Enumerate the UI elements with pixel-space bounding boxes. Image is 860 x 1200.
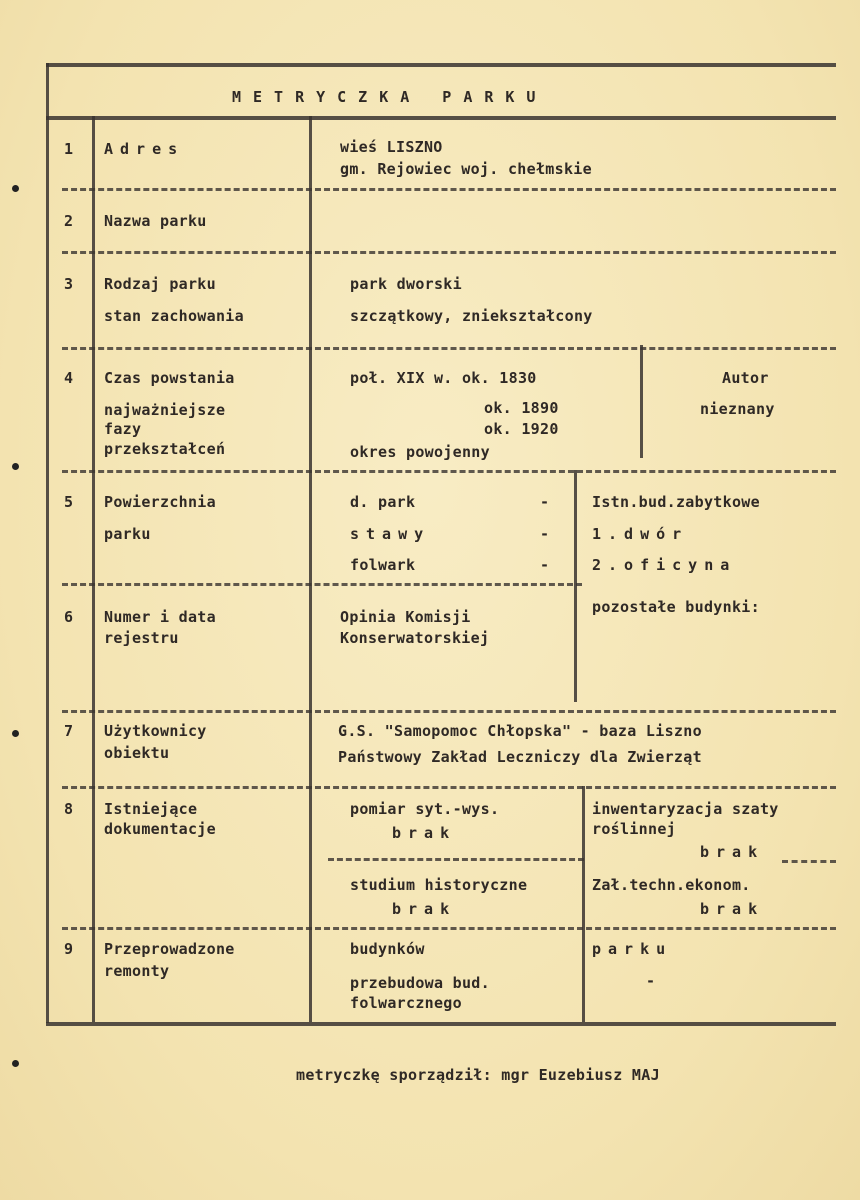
- area-label: parku: [104, 525, 151, 543]
- docs-divider: [582, 786, 585, 1022]
- row-number: 7: [64, 722, 74, 740]
- punch-hole: [12, 463, 19, 470]
- docs-none: brak: [392, 900, 457, 918]
- address-value: wieś LISZNO: [340, 138, 443, 156]
- park-type-value: park dworski: [350, 275, 462, 293]
- area-dash: -: [540, 493, 550, 511]
- users-label: obiektu: [104, 744, 170, 762]
- creation-time-value: ok. 1920: [484, 420, 559, 438]
- row-separator: [62, 251, 836, 254]
- author-divider: [640, 345, 643, 458]
- monument-item: pozostałe budynki:: [592, 598, 760, 616]
- docs-survey: pomiar syt.-wys.: [350, 800, 500, 818]
- page-title: METRYCZKA PARKU: [232, 88, 548, 106]
- docs-none: brak: [700, 843, 765, 861]
- author-label: Autor: [722, 369, 769, 387]
- row-number: 9: [64, 940, 74, 958]
- header-divider: [46, 116, 836, 120]
- area-item: d. park: [350, 493, 416, 511]
- creation-time-label: przekształceń: [104, 440, 226, 458]
- repairs-rebuild: folwarcznego: [350, 994, 462, 1012]
- register-label: rejestru: [104, 629, 179, 647]
- creation-time-value: ok. 1890: [484, 399, 559, 417]
- repairs-label: remonty: [104, 962, 170, 980]
- creation-time-value: poł. XIX w. ok. 1830: [350, 369, 537, 387]
- row-separator: [62, 583, 582, 586]
- repairs-buildings: budynków: [350, 940, 425, 958]
- creation-time-label: najważniejsze: [104, 401, 226, 419]
- row-separator: [62, 347, 836, 350]
- docs-history: studium historyczne: [350, 876, 528, 894]
- users-value: Państwowy Zakład Leczniczy dla Zwierząt: [338, 748, 702, 766]
- area-item: folwark: [350, 556, 416, 574]
- docs-none: brak: [700, 900, 765, 918]
- monuments-label: Istn.bud.zabytkowe: [592, 493, 760, 511]
- row-number: 8: [64, 800, 74, 818]
- creation-time-label: fazy: [104, 420, 142, 438]
- monuments-divider: [574, 470, 577, 702]
- park-name-label: Nazwa parku: [104, 212, 207, 230]
- frame-bottom: [46, 1022, 836, 1026]
- monument-item: 1.dwór: [592, 525, 689, 543]
- row-separator: [62, 188, 836, 191]
- row-number: 4: [64, 369, 74, 387]
- frame-top: [46, 63, 836, 67]
- area-label: Powierzchnia: [104, 493, 216, 511]
- users-label: Użytkownicy: [104, 722, 207, 740]
- row-number: 1: [64, 140, 74, 158]
- punch-hole: [12, 1060, 19, 1067]
- docs-none: brak: [392, 824, 457, 842]
- docs-tech: Zał.techn.ekonom.: [592, 876, 751, 894]
- punch-hole: [12, 185, 19, 192]
- creation-time-label: Czas powstania: [104, 369, 235, 387]
- row-number: 6: [64, 608, 74, 626]
- docs-label: Istniejące: [104, 800, 198, 818]
- address-label: Adres: [104, 140, 185, 158]
- row-number: 3: [64, 275, 74, 293]
- row-separator: [62, 470, 836, 473]
- row-separator: [62, 710, 836, 713]
- docs-inventory: inwentaryzacja szaty: [592, 800, 779, 818]
- area-dash: -: [540, 556, 550, 574]
- row-separator: [328, 858, 584, 861]
- punch-hole: [12, 730, 19, 737]
- row-number: 2: [64, 212, 74, 230]
- monument-item: 2.oficyna: [592, 556, 737, 574]
- frame-left: [46, 63, 49, 1023]
- area-item: stawy: [350, 525, 431, 543]
- register-value: Opinia Komisji: [340, 608, 471, 626]
- area-dash: -: [540, 525, 550, 543]
- inventory-underline: [782, 860, 836, 863]
- park-type-label: stan zachowania: [104, 307, 244, 325]
- park-type-value: szczątkowy, zniekształcony: [350, 307, 593, 325]
- repairs-dash: -: [646, 972, 656, 990]
- author-value: nieznany: [700, 400, 775, 418]
- repairs-rebuild: przebudowa bud.: [350, 974, 490, 992]
- park-type-label: Rodzaj parku: [104, 275, 216, 293]
- repairs-label: Przeprowadzone: [104, 940, 235, 958]
- register-value: Konserwatorskiej: [340, 629, 490, 647]
- row-number: 5: [64, 493, 74, 511]
- prepared-by: metryczkę sporządził: mgr Euzebiusz MAJ: [296, 1066, 660, 1084]
- docs-label: dokumentacje: [104, 820, 216, 838]
- docs-inventory: roślinnej: [592, 820, 676, 838]
- creation-time-value: okres powojenny: [350, 443, 490, 461]
- register-label: Numer i data: [104, 608, 216, 626]
- row-separator: [62, 786, 836, 789]
- address-value: gm. Rejowiec woj. chełmskie: [340, 160, 592, 178]
- repairs-park: parku: [592, 940, 673, 958]
- users-value: G.S. "Samopomoc Chłopska" - baza Liszno: [338, 722, 702, 740]
- row-separator: [62, 927, 836, 930]
